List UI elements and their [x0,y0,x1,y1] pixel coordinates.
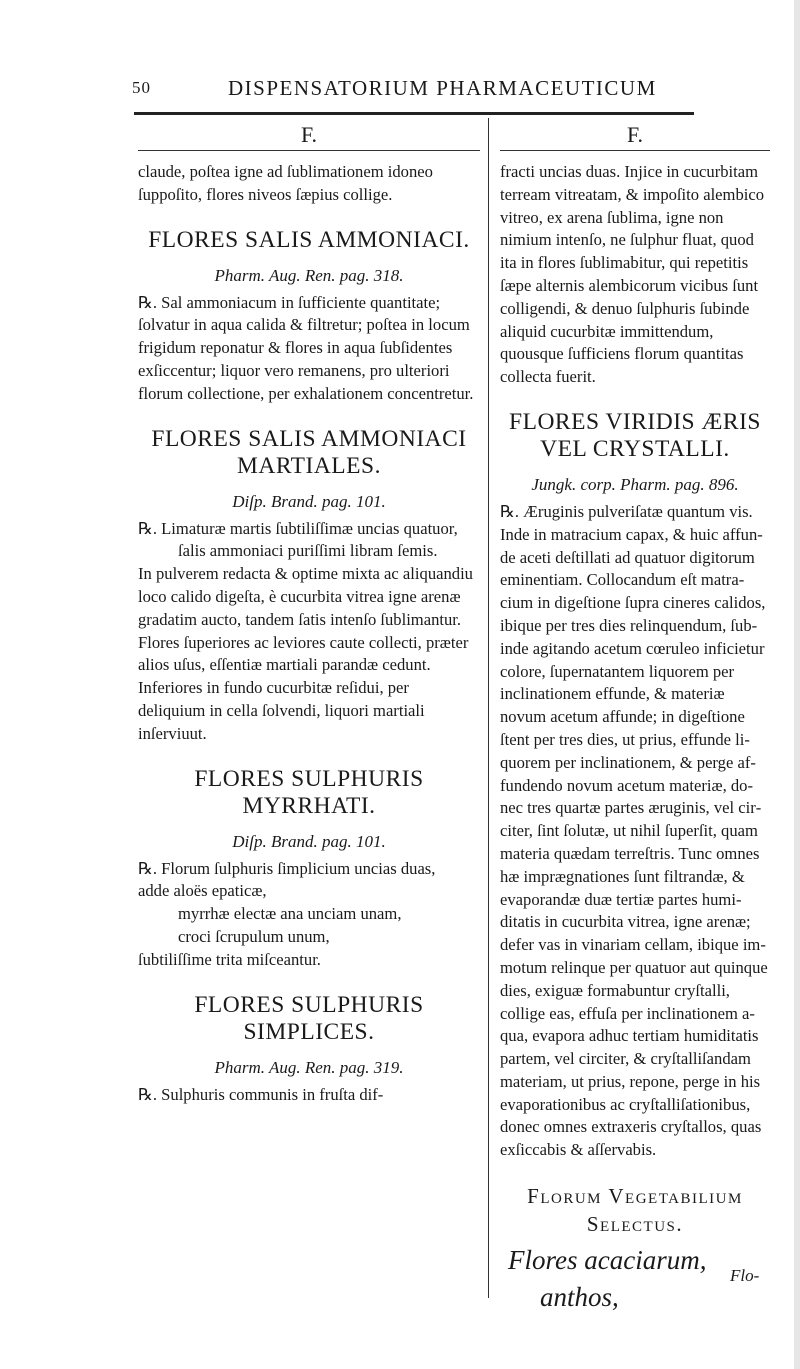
section-reference: Diſp. Brand. pag. 101. [232,831,386,851]
left-column-letter: F. [138,122,480,151]
page-number: 50 [132,78,151,97]
running-title: DISPENSATORIUM PHARMACEUTICUM [228,76,657,100]
section-heading: FLORES VIRIDIS ÆRIS VEL CRYSTALLI. [509,408,761,462]
section-heading: FLORES SULPHURIS SIMPLICES. [194,991,424,1045]
continuation-text: claude, poſtea igne ad ſublimationem idoneo ſuppoſito, flores niveos ſæpius collige. [138,162,433,204]
list-item: anthos, [540,1282,619,1313]
recipe-line: adde aloës epaticæ, [138,881,267,901]
section-reference: Jungk. corp. Pharm. pag. 896. [531,474,739,494]
section-subheading: Selectus. [586,1212,684,1237]
section-text: ℞. Æruginis pulveriſatæ quantum vis. Inde in matracium capax, & huic affunde aceti deſtillati ad quatuor digitorum eminentiam. Collocandum eſt matracium in digeſtione ſupra cineres calidos, ibique per tres dies relinquendum, ſubinde agitando acetum cœruleo inficietur colore, ſupernatantem liquorem per inclinationem effunde, & materiæ novum acetum affunde; in digeſtione ſtent per tres dies, ut prius, effunde liquorem per inclinationem, & perge affundendo novum acetum materiæ, donec tres quartæ partes æruginis, vel circiter, ſint ſolutæ, ut nihil ſuperſit, quam materia quædam terreſtris. Tunc omnes hæ imprægnationes ſunt filtrandæ, & evaporandæ duæ tertiæ partes humiditatis in cucurbita vitrea, igne arenæ; defer vas in vinariam cellam, ibique immotum relinque per quatuor aut quinque dies, exiguæ formabuntur cryſtalli, collige eas, effuſa per inclinationem aqua, evapora adhuc tertiam humiditatis partem, vel circiter, & cryſtalliſandam materiam, ut prius, repone, perge in his evaporationibus ac cryſtalliſationibus, donec omnes extraxeris cryſtallos, quas exſiccabis & aſſervabis. [500,501,768,1160]
left-column [138,122,480,1106]
section-text: ſubtiliſſime trita miſceantur. [138,949,321,969]
recipe-line: ſalis ammoniaci puriſſimi libram ſemis. [178,541,438,561]
header-rule [134,112,694,115]
section-heading: Florum Vegetabilium [527,1184,743,1209]
right-column-letter: F. [500,122,770,151]
column-divider [488,118,489,1298]
catchword: Flo- [730,1266,760,1285]
recipe-line: ℞. Florum ſulphuris ſimplicium uncias duas, [138,858,436,878]
page-header [132,78,772,114]
list-item: Flores acaciarum, [508,1245,707,1276]
section-text: ℞. Sulphuris communis in fruſta dif- [138,1084,384,1104]
continuation-text: fracti uncias duas. Injice in cucurbitam terream vitreatam, & impoſito alembico vitreo, ex arena ſublima, igne non nimium intenſo, ne ſulphur fluat, quod ita in flores ſublimabitur, qui repetitis ſæpe alternis alembicorum vicibus ſunt colligendi, & denuo ſulphuris ſubinde aliquid cucurbitæ immittendum, quousque ſufficiens florum quantitas collecta fuerit. [500,162,765,387]
section-reference: Diſp. Brand. pag. 101. [232,491,386,511]
section-text: ℞. Sal ammoniacum in ſufficiente quantitate; ſolvatur in aqua calida & filtretur; poſtea in locum frigidum reponatur & flores in aqua ſubſidentes exſiccentur; liquor vero remanens, pro ulteriori florum collectione, per exhalationem concentretur. [138,292,474,403]
recipe-line: croci ſcrupulum unum, [178,926,330,946]
section-heading: FLORES SALIS AMMONIACI MARTIALES. [151,425,467,479]
right-column [500,122,770,1314]
recipe-line: ℞. Limaturæ martis ſubtiliſſimæ uncias quatuor, [138,518,458,538]
section-reference: Pharm. Aug. Ren. pag. 318. [214,265,404,285]
section-heading: FLORES SALIS AMMONIACI. [148,226,470,253]
recipe-line: myrrhæ electæ ana unciam unam, [178,904,402,924]
section-text: In pulverem redacta & optime mixta ac aliquandiu loco calido digeſta, è cucurbita vitrea igne arenæ gradatim aucto, tandem ſatis intenſo ſublimantur. Flores ſuperiores ac leviores caute collecti, præter alios uſus, eſſentiæ martiali parandæ cedunt. Inferiores in fundo cucurbitæ reſidui, per deliquium in cella ſolvendi, liquori martiali inſerviuut. [138,564,473,743]
section-reference: Pharm. Aug. Ren. pag. 319. [214,1057,404,1077]
scan-edge [794,0,800,1369]
section-heading: FLORES SULPHURIS MYRRHATI. [194,765,424,819]
